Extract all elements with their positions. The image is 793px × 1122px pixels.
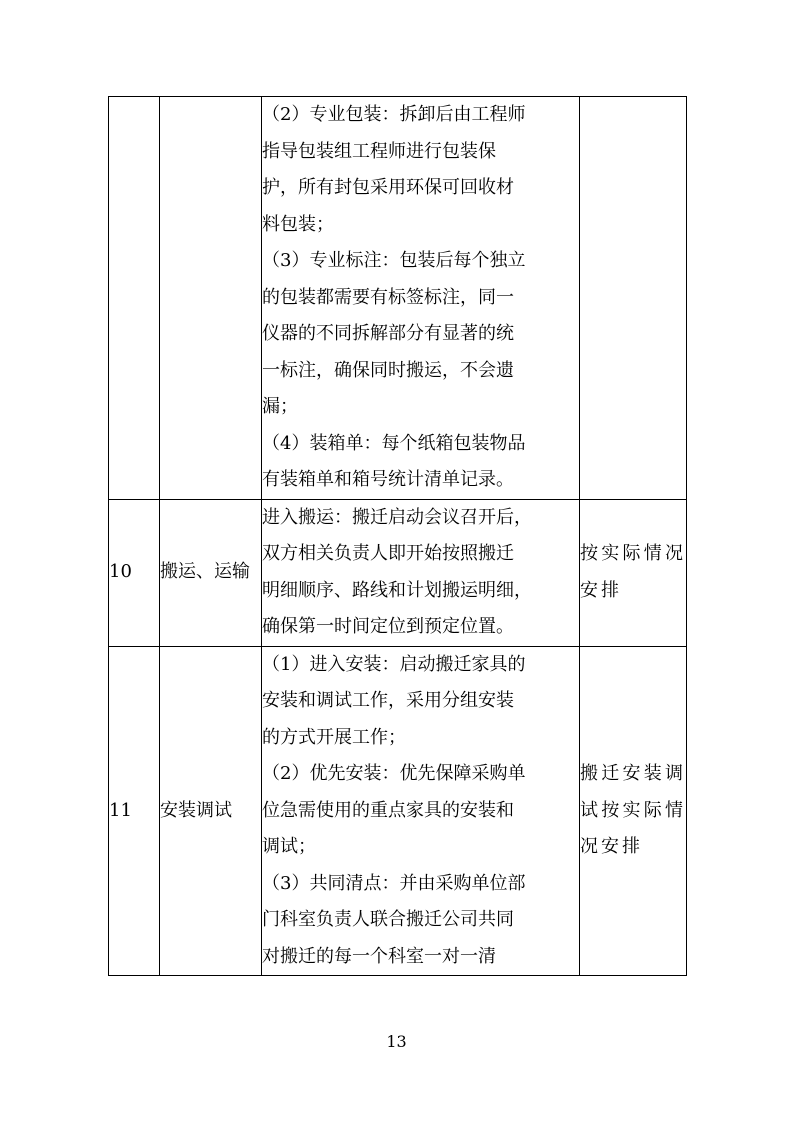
content-line: 门科室负责人联合搬迁公司共同 <box>262 909 514 930</box>
content-line: （2）优先安装：优先保障采购单 <box>262 763 526 784</box>
page-number: 13 <box>386 1032 407 1051</box>
table-row <box>109 97 687 500</box>
time-cell <box>580 97 687 500</box>
item-name-cell: 搬运、运输 <box>160 499 262 646</box>
content-line: （1）进入安装：启动搬迁家具的 <box>262 653 526 675</box>
time-cell: 搬迁安装调试按实际情况安排 <box>580 646 687 976</box>
content-line: 进入搬运：搬迁启动会议召开后， <box>262 506 532 528</box>
content-line: 护，所有封包采用环保可回收材 <box>262 177 514 198</box>
content-line: （2）专业包装：拆卸后由工程师 <box>262 104 526 125</box>
row-number-cell: 10 <box>109 499 160 646</box>
content-cell <box>262 97 580 500</box>
content-line: 对搬迁的每一个科室一对一清 <box>262 945 496 967</box>
content-line: 双方相关负责人即开始按照搬迁 <box>262 543 514 564</box>
item-name-cell <box>160 97 262 500</box>
content-line: 确保第一时间定位到预定位置。 <box>262 616 514 637</box>
content-line: 指导包装组工程师进行包装保 <box>262 140 496 162</box>
content-line: 有装箱单和箱号统计清单记录。 <box>262 469 514 490</box>
content-line: 的包装都需要有标签标注，同一 <box>262 286 514 308</box>
row-number-cell: 11 <box>109 646 160 976</box>
content-line: 一标注，确保同时搬运，不会遗 <box>262 359 514 381</box>
content-line: 漏； <box>262 396 298 417</box>
content-line: 位急需使用的重点家具的安装和 <box>262 799 514 821</box>
row-number-cell <box>109 97 160 500</box>
content-line: 安装和调试工作，采用分组安装 <box>262 690 514 711</box>
content-cell <box>262 646 580 976</box>
plan-table <box>108 96 687 976</box>
content-line: 调试； <box>262 836 316 857</box>
content-line: 料包装； <box>262 213 334 235</box>
content-line: （4）装箱单：每个纸箱包装物品 <box>262 432 526 454</box>
content-line: （3）专业标注：包装后每个独立 <box>262 250 526 271</box>
content-cell <box>262 499 580 646</box>
table-row <box>109 646 687 976</box>
table-row <box>109 499 687 646</box>
item-name-cell: 安装调试 <box>160 646 262 976</box>
content-line: 仪器的不同拆解部分有显著的统 <box>262 323 514 344</box>
time-cell: 按实际情况安排 <box>580 499 687 646</box>
content-line: 的方式开展工作； <box>262 726 406 748</box>
content-line: 明细顺序、路线和计划搬运明细， <box>262 579 532 601</box>
content-line: （3）共同清点：并由采购单位部 <box>262 872 526 894</box>
